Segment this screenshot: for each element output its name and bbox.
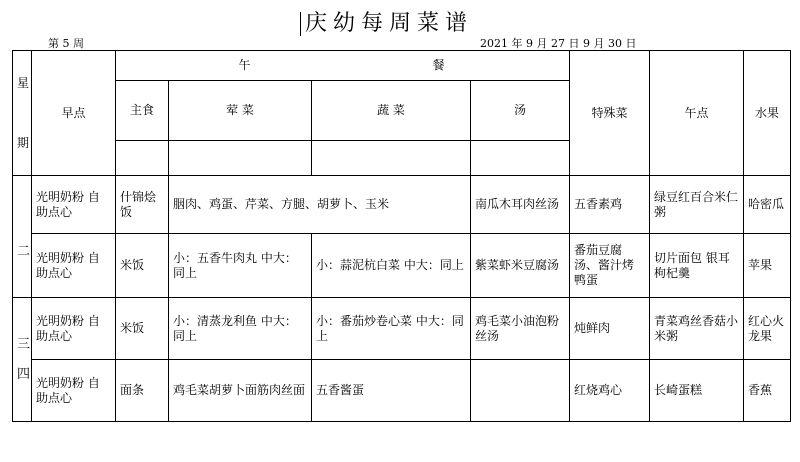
special-cell: 五香素鸡 (570, 176, 650, 234)
soup-cell: 鸡毛菜小油泡粉丝汤 (471, 298, 570, 360)
breakfast-cell: 光明奶粉 自助点心 (32, 360, 116, 422)
special-cell: 番茄豆腐汤、酱汁烤鸭蛋 (570, 234, 650, 298)
fruit-cell: 红心火龙果 (744, 298, 791, 360)
header-fruit: 水果 (744, 51, 791, 176)
staple-cell: 米饭 (116, 298, 169, 360)
header-lunch: 午 餐 (116, 51, 570, 81)
veg-cell: 小：蒜泥杭白菜 中大：同上 (312, 234, 471, 298)
header-breakfast: 早点 (32, 51, 116, 176)
header-soup: 汤 (471, 81, 570, 141)
veg-cell: 五香酱蛋 (312, 360, 471, 422)
special-cell: 红烧鸡心 (570, 360, 650, 422)
meat-cell: 鸡毛菜胡萝卜面筋肉丝面 (169, 360, 312, 422)
meat-cell: 小：五香牛肉丸 中大：同上 (169, 234, 312, 298)
staple-cell: 米饭 (116, 234, 169, 298)
snack-cell: 绿豆红百合米仁粥 (650, 176, 744, 234)
header-veg: 蔬 菜 (312, 81, 471, 141)
breakfast-cell: 光明奶粉 自助点心 (32, 234, 116, 298)
special-cell: 炖鲜肉 (570, 298, 650, 360)
veg-cell: 小：番茄炒卷心菜 中大：同上 (312, 298, 471, 360)
meat-cell: 小：清蒸龙利鱼 中大：同上 (169, 298, 312, 360)
week-label: 第 5 周 (48, 37, 84, 50)
snack-cell: 切片面包 银耳枸杞羹 (650, 234, 744, 298)
dish-cell: 胭肉、鸡蛋、芹菜、方腿、胡萝卜、玉米 (169, 176, 471, 234)
day-label: 二 (13, 176, 32, 298)
day-label: 三 四 (13, 298, 32, 422)
header-special: 特殊菜 (570, 51, 650, 176)
snack-cell: 青菜鸡丝香菇小米粥 (650, 298, 744, 360)
header-snack: 午点 (650, 51, 744, 176)
menu-table (12, 50, 791, 422)
date-range: 2021 年 9 月 27 日 9 月 30 日 (480, 37, 637, 50)
staple-cell: 面条 (116, 360, 169, 422)
fruit-cell: 苹果 (744, 234, 791, 298)
breakfast-cell: 光明奶粉 自助点心 (32, 298, 116, 360)
soup-cell: 南瓜木耳肉丝汤 (471, 176, 570, 234)
fruit-cell: 哈密瓜 (744, 176, 791, 234)
fruit-cell: 香蕉 (744, 360, 791, 422)
header-meat: 荤 菜 (169, 81, 312, 141)
soup-cell (471, 360, 570, 422)
page-title: 庆幼每周菜谱 (300, 6, 473, 37)
header-staple: 主食 (116, 81, 169, 141)
staple-cell: 什锦烩饭 (116, 176, 169, 234)
breakfast-cell: 光明奶粉 自助点心 (32, 176, 116, 234)
soup-cell: 紫菜虾米豆腐汤 (471, 234, 570, 298)
header-xingqi: 星 期 (13, 51, 32, 176)
snack-cell: 长崎蛋糕 (650, 360, 744, 422)
